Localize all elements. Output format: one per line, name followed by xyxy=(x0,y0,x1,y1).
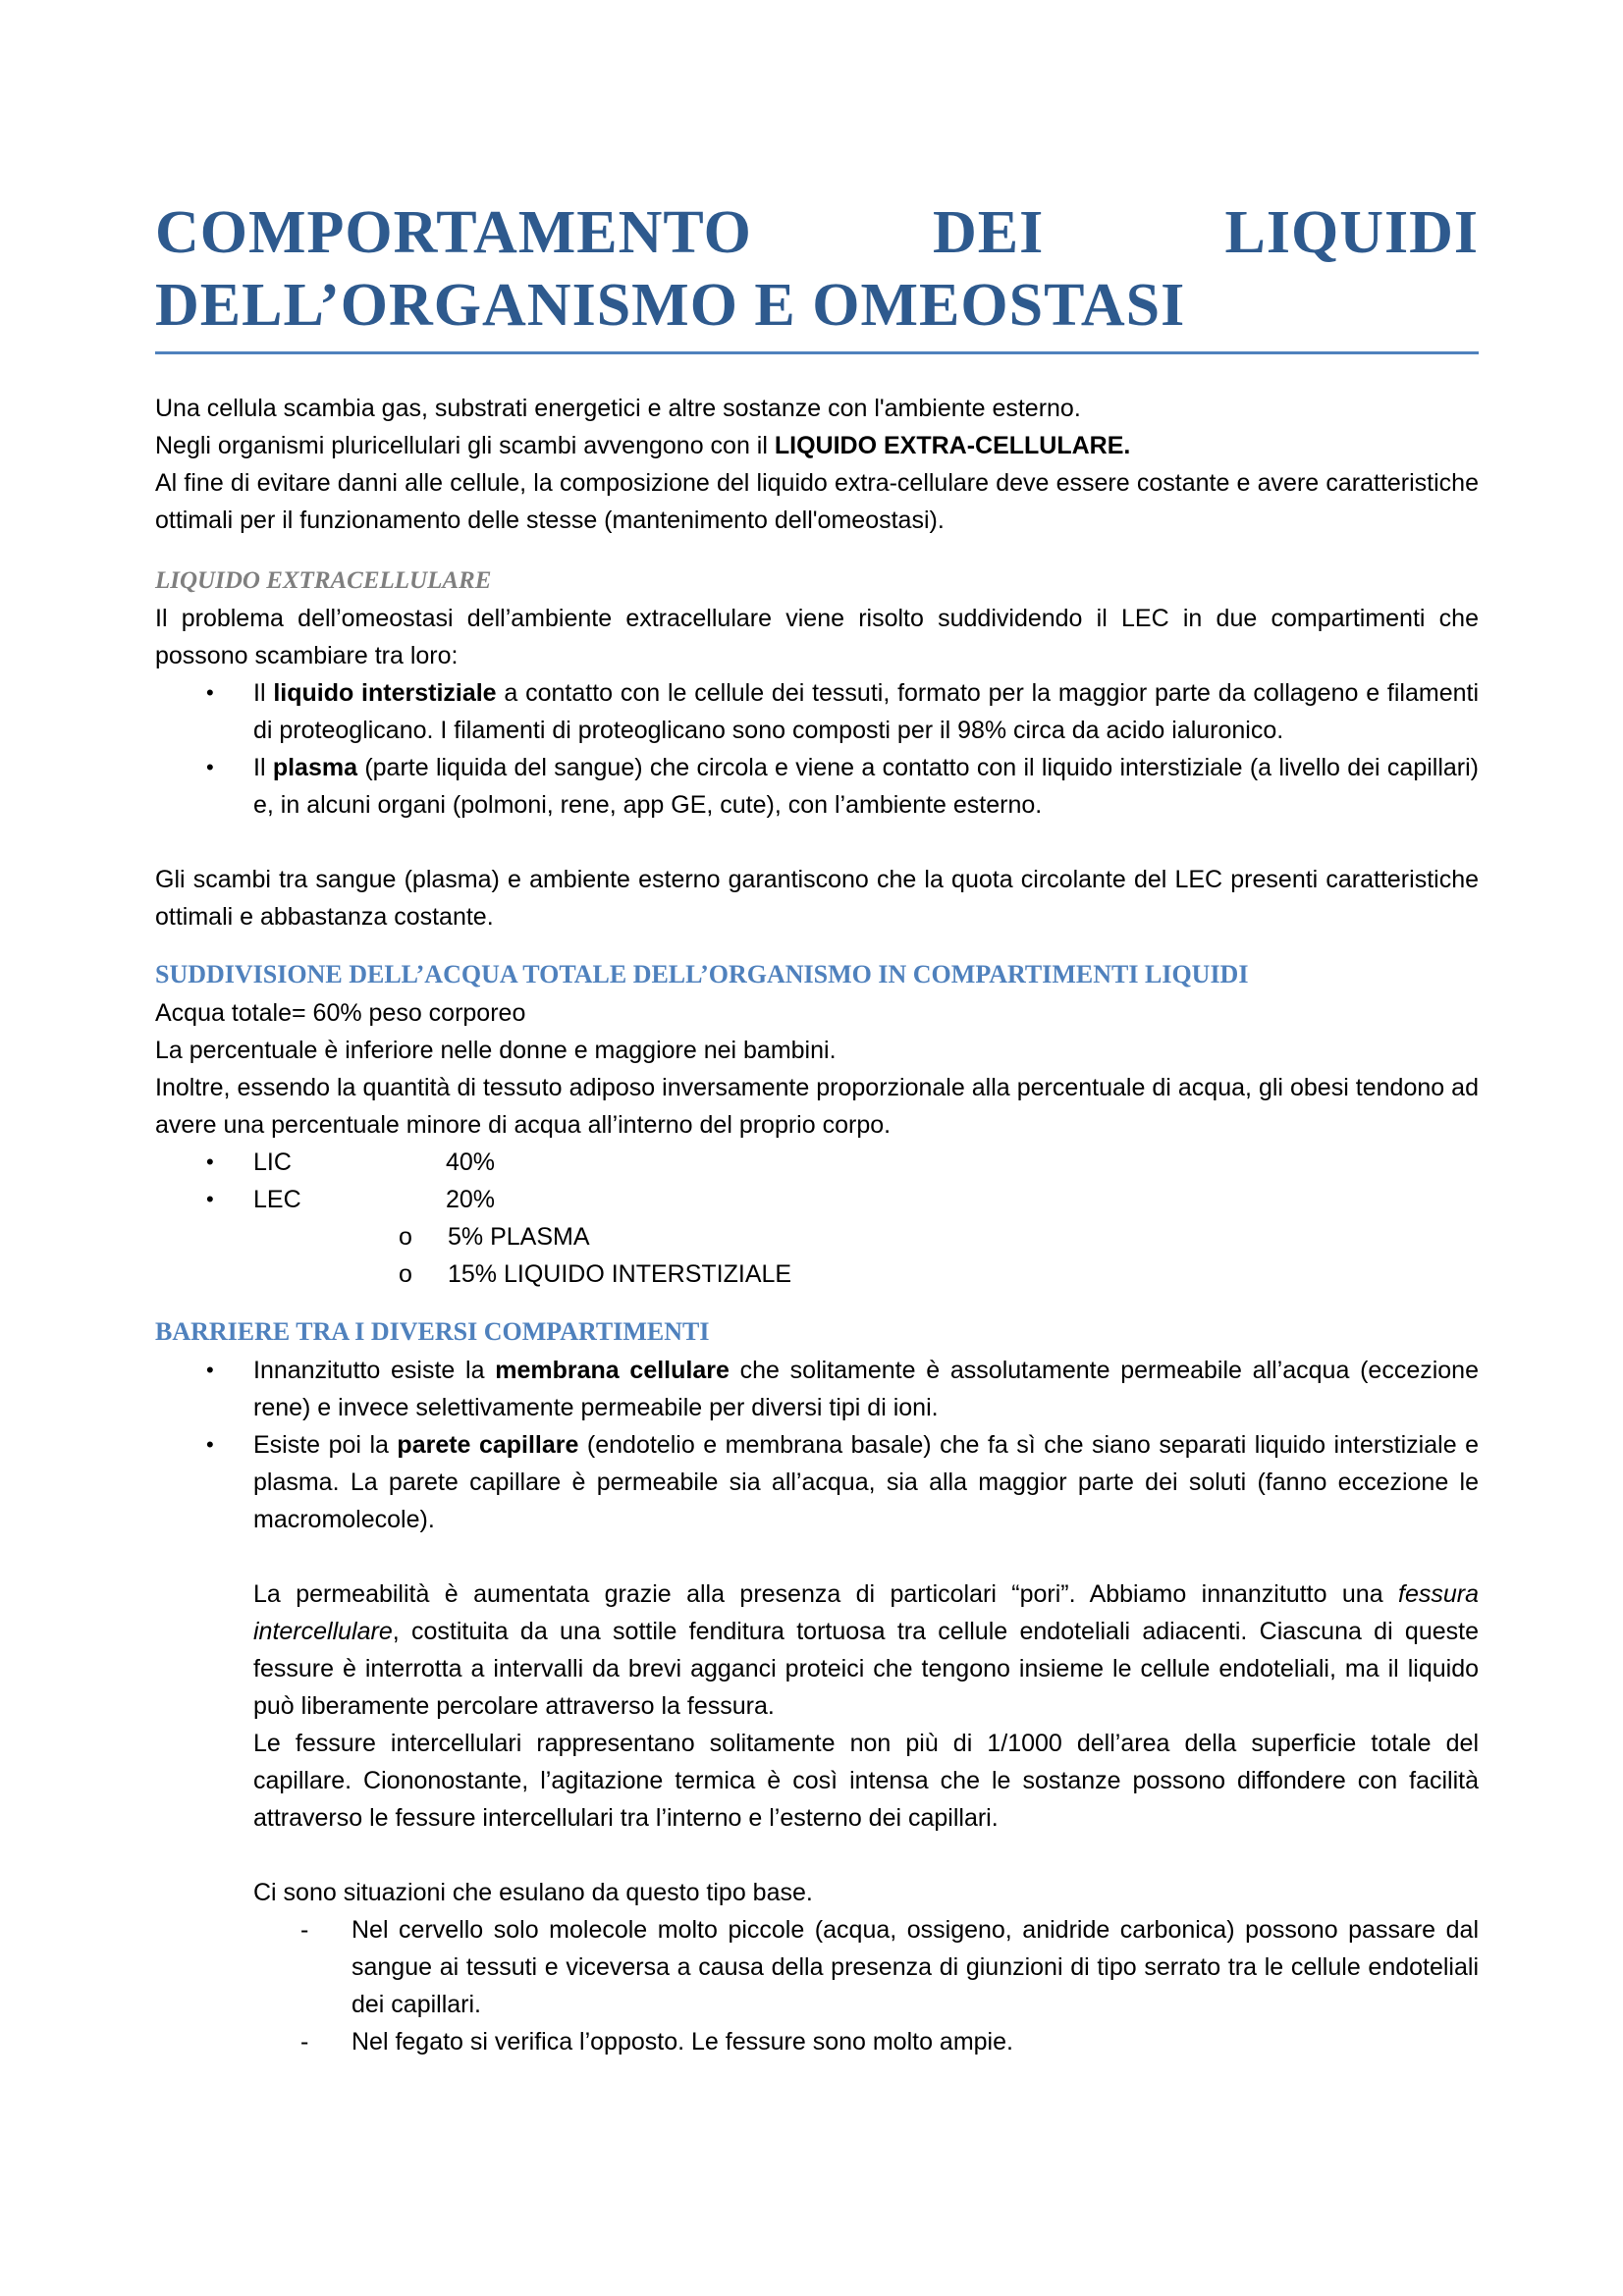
bullet-marker: • xyxy=(206,755,214,779)
bullet-bold: parete capillare xyxy=(397,1431,579,1459)
title-line-1 xyxy=(155,196,1479,269)
heading-liquido-extracellulare: LIQUIDO EXTRACELLULARE xyxy=(155,567,492,594)
compartment-row-lic xyxy=(253,1144,1479,1181)
bullet-text: Innanzitutto esiste la xyxy=(253,1357,496,1384)
list-item xyxy=(155,2023,1479,2060)
bullet-bold: membrana cellulare xyxy=(495,1357,730,1384)
paragraph-text: La permeabilità è aumentata grazie alla presenza di particolari “pori”. Abbiamo innanzitutto una xyxy=(253,1580,1399,1608)
bullet-text: Il xyxy=(253,754,273,781)
compartment-list xyxy=(155,1144,1479,1218)
title-word-3: LIQUIDI xyxy=(1224,199,1479,266)
list-item xyxy=(155,749,1479,824)
list-item xyxy=(155,1181,1479,1218)
list-item xyxy=(155,1426,1479,1538)
heading-suddivisione-acqua: SUDDIVISIONE DELL’ACQUA TOTALE DELL’ORGANISMO IN COMPARTIMENTI LIQUIDI xyxy=(155,960,1249,988)
paragraph-text: , costituita da una sottile fenditura tortuosa tra cellule endoteliali adiacenti. Ciascuna di queste fessure è interrotta a intervalli da brevi agganci proteici che tengono insieme le cellule endoteliali, ma il liquido può liberamente percolare attraverso la fessura. xyxy=(253,1618,1479,1720)
bullet-text: a contatto con le cellule dei tessuti, formato per la maggior parte da collageno e filamenti di proteoglicano. I filamenti di proteoglicano sono composti per il 98% circa da acido ialuronico. xyxy=(253,679,1479,744)
dash-item-text: Nel cervello solo molecole molto piccole (acqua, ossigeno, anidride carbonica) possono passare dal sangue ai tessuti e viceversa a causa della presenza di giunzioni di tipo serrato tra le cellule endoteliali dei capillari. xyxy=(352,1916,1479,2018)
bullet-text: che solitamente è assolutamente permeabile all’acqua (eccezione rene) e invece selettivamente permeabile per diversi tipi di ioni. xyxy=(253,1357,1479,1421)
dash-marker: - xyxy=(300,2028,309,2056)
bullet-bold: liquido interstiziale xyxy=(273,679,497,707)
list-item xyxy=(155,674,1479,749)
lec-paragraph-2: Gli scambi tra sangue (plasma) e ambiente esterno garantiscono che la quota circolante del LEC presenti caratteristiche ottimali e abbastanza costante. xyxy=(155,866,1479,931)
dash-item-text: Nel fegato si verifica l’opposto. Le fessure sono molto ampie. xyxy=(352,2028,1013,2056)
bullet-marker: • xyxy=(206,1187,214,1211)
bullet-text: Esiste poi la xyxy=(253,1431,398,1459)
sub-bullet-marker: o xyxy=(399,1223,412,1251)
paragraph-italic: fessura intercellulare xyxy=(253,1580,1479,1645)
document-title xyxy=(155,196,1479,342)
spacer xyxy=(155,1538,1479,1575)
fissure-paragraph: Le fessure intercellulari rappresentano solitamente non più di 1/1000 dell’area della superficie totale del capillare. Ciononostante, l’agitazione termica è così intensa che le sostanze possono diffondere con facilità attraverso le fessure intercellulari tra l’interno e l’esterno dei capillari. xyxy=(253,1730,1479,1832)
list-item xyxy=(155,1911,1479,2023)
title-line-2: DELL’ORGANISMO E OMEOSTASI xyxy=(155,272,1186,339)
sub-item-plasma xyxy=(155,1218,1479,1255)
compartment-value: 20% xyxy=(446,1186,496,1213)
list-item xyxy=(155,1352,1479,1426)
document-page xyxy=(155,196,1479,2060)
compartment-label: LEC xyxy=(253,1186,301,1213)
compartment-value: 40% xyxy=(446,1148,496,1176)
heading-barriere: BARRIERE TRA I DIVERSI COMPARTIMENTI xyxy=(155,1317,710,1346)
sub-item-interstiziale xyxy=(155,1255,1479,1293)
water-line-1: Acqua totale= 60% peso corporeo xyxy=(155,999,526,1027)
bullet-text: (endotelio e membrana basale) che fa sì che siano separati liquido interstiziale e plasma. La parete capillare è permeabile sia all’acqua, sia alla maggior parte dei soluti (fanno eccezione le macromolecole). xyxy=(253,1431,1480,1533)
water-line-3: Inoltre, essendo la quantità di tessuto adiposo inversamente proporzionale alla percentuale di acqua, gli obesi tendono ad avere una percentuale minore di acqua all’interno del proprio corpo. xyxy=(155,1074,1479,1139)
water-line-2: La percentuale è inferiore nelle donne e maggiore nei bambini. xyxy=(155,1037,837,1064)
lec-bullet-list xyxy=(155,674,1479,824)
compartment-label: LIC xyxy=(253,1148,292,1176)
intro-line-2-text: Negli organismi pluricellulari gli scambi avvengono con il xyxy=(155,432,775,459)
situations-paragraph: Ci sono situazioni che esulano da questo tipo base. xyxy=(253,1879,813,1906)
bullet-marker: • xyxy=(206,1358,214,1382)
sub-bullet-marker: o xyxy=(399,1260,412,1288)
intro-line-2 xyxy=(155,427,1479,464)
bullet-text: (parte liquida del sangue) che circola e viene a contatto con il liquido interstiziale (a livello dei capillari) e, in alcuni organi (polmoni, rene, app GE, cute), con l’ambiente esterno. xyxy=(253,754,1480,819)
list-item xyxy=(155,1144,1479,1181)
title-divider xyxy=(155,351,1479,354)
situations-dash-list xyxy=(155,1911,1479,2060)
barrier-bullet-list xyxy=(155,1352,1479,1538)
intro-line-3: Al fine di evitare danni alle cellule, la composizione del liquido extra-cellulare deve essere costante e avere caratteristiche ottimali per il funzionamento delle stesse (mantenimento dell'omeostasi). xyxy=(155,469,1479,534)
title-word-1: COMPORTAMENTO xyxy=(155,199,752,266)
bullet-bold: plasma xyxy=(272,754,357,781)
bullet-marker: • xyxy=(206,1149,214,1174)
title-word-2: DEI xyxy=(933,199,1045,266)
bullet-text: Il xyxy=(253,679,274,707)
sub-item-text: 15% LIQUIDO INTERSTIZIALE xyxy=(448,1260,792,1288)
lec-paragraph: Il problema dell’omeostasi dell’ambiente extracellulare viene risolto suddividendo il LEC in due compartimenti che possono scambiare tra loro: xyxy=(155,605,1479,669)
permeability-paragraph xyxy=(155,1575,1479,1725)
intro-line-2-bold: LIQUIDO EXTRA-CELLULARE. xyxy=(774,432,1131,459)
bullet-marker: • xyxy=(206,1432,214,1457)
spacer xyxy=(155,824,1479,861)
compartment-row-lec xyxy=(253,1181,1479,1218)
sub-item-text: 5% PLASMA xyxy=(448,1223,590,1251)
spacer xyxy=(155,1837,1479,1874)
bullet-marker: • xyxy=(206,680,214,705)
intro-line-1: Una cellula scambia gas, substrati energetici e altre sostanze con l'ambiente esterno. xyxy=(155,395,1081,422)
dash-marker: - xyxy=(300,1916,309,1944)
